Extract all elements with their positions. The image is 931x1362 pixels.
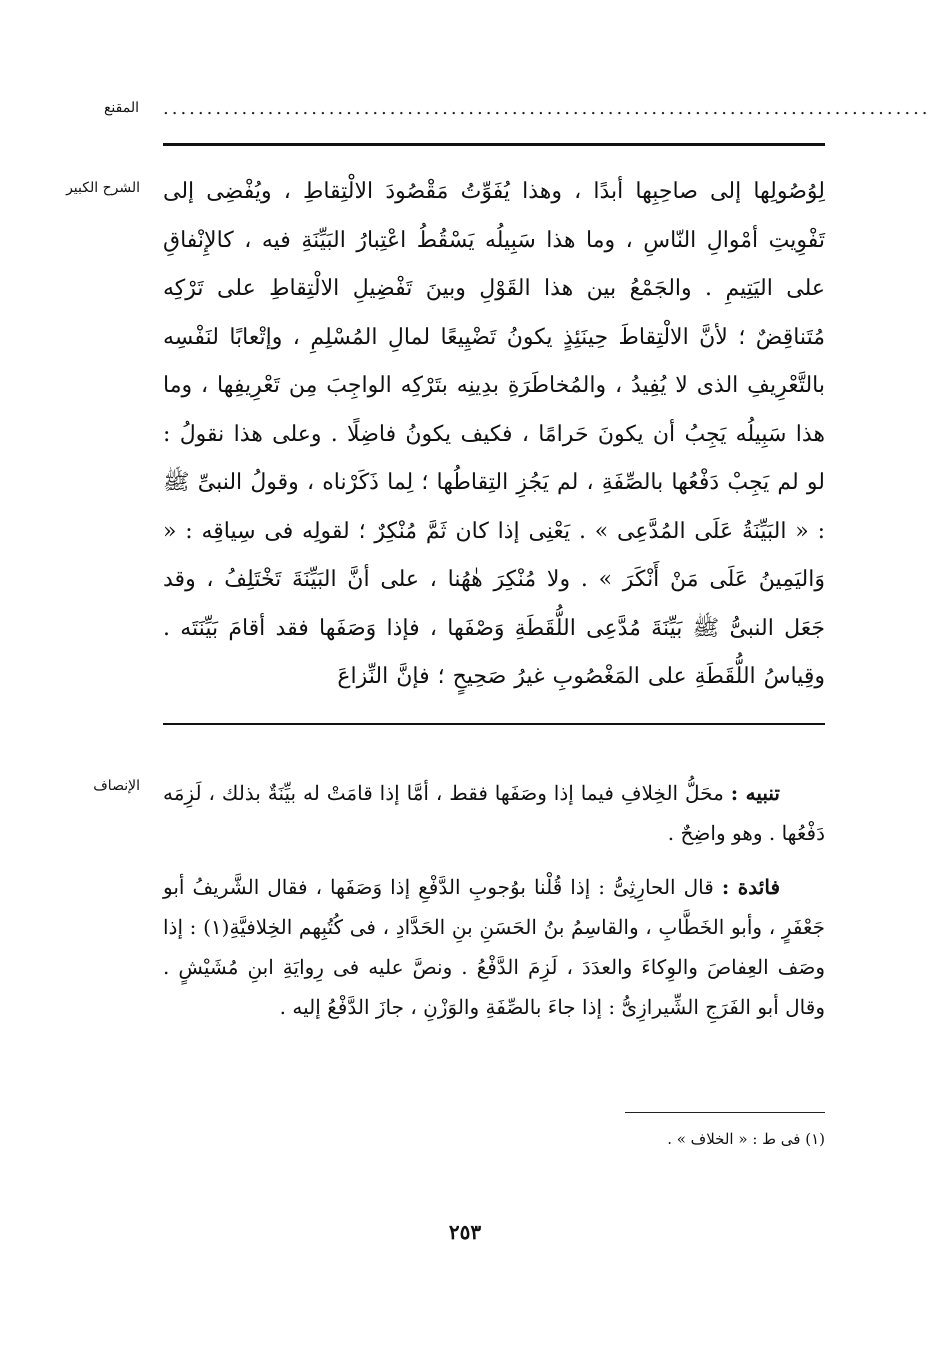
faida-paragraph — [163, 867, 825, 1027]
section-divider-rule — [163, 723, 825, 725]
footnote-rule — [625, 1112, 825, 1113]
side-label-sharh-alkabir: الشرح الكبير — [66, 180, 140, 196]
running-header-title: المقنع — [103, 100, 139, 116]
header-dotted-leader: ........................................................................................ — [163, 98, 931, 119]
page-number: ٢٥٣ — [448, 1220, 482, 1244]
tanbih-lead: تنبيه : — [730, 781, 780, 805]
main-commentary-text: لِوُصُولِها إلى صاحِبِها أبدًا ، وهذا يُفَوِّتُ مَقْصُودَ الالْتِقاطِ ، ويُفْضِى إلى تَفْوِيتِ أمْوالِ النّاسِ ، وما هذا سَبِيلُه يَسْقُطُ اعْتِبارُ البَيِّنَةِ فيه ، كالإِنْفاقِ على اليَتِيمِ . والجَمْعُ بين هذا القَوْلِ وبينَ تَفْضِيلِ الالْتِقاطِ على تَرْكِه مُتَناقِضٌ ؛ لأنَّ الالْتِقاطَ حِينَئِذٍ يكونُ تَضْيِيعًا لمالِ المُسْلِمِ ، وإتْعابًا لنَفْسِه بالتَّعْرِيفِ الذى لا يُفِيدُ ، والمُخاطَرَةِ بدِينِه بتَرْكِه الواجِبَ مِن تَعْرِيفِها ، وما هذا سَبِيلُه يَجِبُ أن يكونَ حَرامًا ، فكيف يكونُ فاضِلًا . وعلى هذا نقولُ : لو لم يَجِبْ دَفْعُها بالصِّفَةِ ، لم يَجُزِ التِقاطُها ؛ لِما ذَكَرْناه ، وقولُ النبىِّ ﷺ : « البَيِّنَةُ عَلَى المُدَّعِى » . يَعْنِى إذا كان ثَمَّ مُنْكِرٌ ؛ لقولِه فى سِياقِه : « وَاليَمِينُ عَلَى مَنْ أَنْكَرَ » . ولا مُنْكِرَ هٰهُنا ، على أنَّ البَيِّنَةَ تَخْتَلِفُ ، وقد جَعَل النبىُّ ﷺ بَيِّنَةَ مُدَّعِى اللُّقَطَةِ وَصْفَها ، فإذا وَصَفَها فقد أقامَ بَيِّنَتَه . وقِياسُ اللُّقَطَةِ على المَغْصُوبِ غيرُ صَحِيحٍ ؛ فإنَّ النِّزاعَ — [163, 179, 825, 689]
faida-text: قال الحارِثِىُّ : إذا قُلْنا بوُجوبِ الدَّفْعِ إذا وَصَفَها ، فقال الشَّريفُ أبو جَعْفَرٍ ، وأبو الخَطَّابِ ، والقاسِمُ بنُ الحَسَنِ بنِ الحَدَّادِ ، فى كُتُبِهم الخِلافيَّةِ(١) : إذا وصَف العِفاصَ والوِكاءَ والعدَدَ ، لَزِمَ الدَّفْعُ . ونصَّ عليه فى رِوايَةِ ابنِ مُشَيْشٍ . وقال أبو الفَرَجِ الشِّيرازِىُّ : إذا جاءَ بالصِّفَةِ والوَزْنِ ، جازَ الدَّفْعُ إليه . — [163, 875, 826, 1019]
header-rule — [163, 143, 825, 146]
footnote: (١) فى ط : « الخلاف » . — [667, 1130, 825, 1148]
tanbih-paragraph — [163, 773, 825, 853]
insaf-section — [163, 773, 825, 1041]
tanbih-text: محَلُّ الخِلافِ فيما إذا وصَفَها فقط ، أمَّا إذا قامَتْ له بيِّنَةٌ بذلك ، لَزِمَه دَفْعُها . وهو واضِحٌ . — [163, 781, 825, 845]
side-label-insaf: الإنصاف — [93, 778, 140, 794]
faida-lead: فائدة : — [721, 875, 781, 899]
